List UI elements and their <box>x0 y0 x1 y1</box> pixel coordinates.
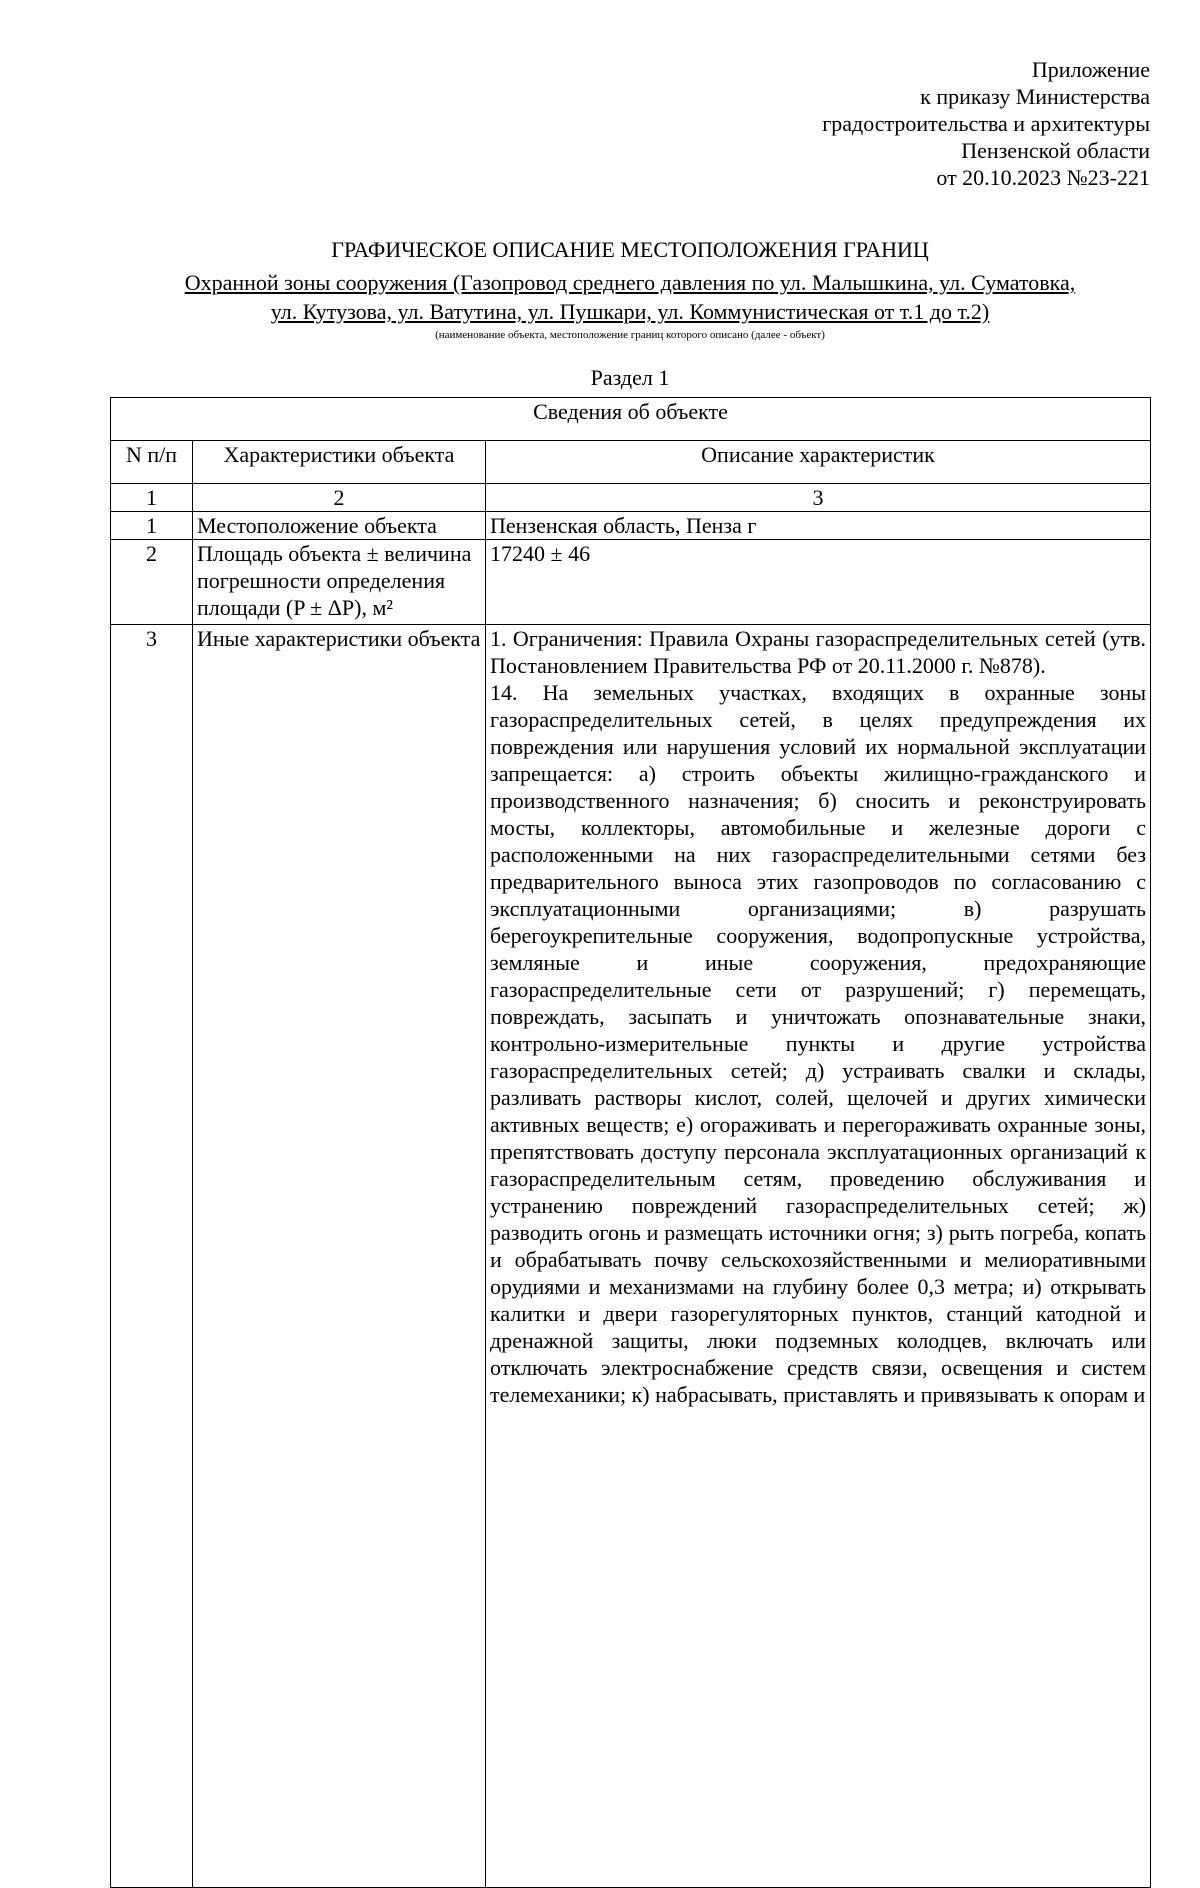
object-name-note: (наименование объекта, местоположение границ которого описано (далее - объект) <box>435 329 825 341</box>
description-paragraph: 1. Ограничения: Правила Охраны газораспределительных сетей (утв. Постановлением Правительства РФ от 20.11.2000 г. №878). <box>490 626 1147 678</box>
table-row <box>111 625 1151 1888</box>
header-cell: Характеристики объекта <box>193 441 486 484</box>
column-number: 3 <box>486 484 1151 512</box>
row-characteristic: Местоположение объекта <box>193 512 486 540</box>
section-label: Раздел 1 <box>590 365 670 390</box>
document-title: ГРАФИЧЕСКОЕ ОПИСАНИЕ МЕСТОПОЛОЖЕНИЯ ГРАНИЦ <box>331 237 929 262</box>
object-name-line: ул. Кутузова, ул. Ватутина, ул. Пушкари, ул. Коммунистическая от т.1 до т.2) <box>270 299 990 324</box>
appendix-header <box>822 56 1150 191</box>
appendix-line: Приложение <box>1031 57 1150 82</box>
object-info-table <box>110 397 1151 1888</box>
object-name <box>110 268 1150 326</box>
appendix-line: от 20.10.2023 №23-221 <box>936 165 1150 190</box>
row-number: 2 <box>111 540 193 625</box>
column-number-row <box>111 484 1151 512</box>
row-description: 17240 ± 46 <box>486 540 1151 625</box>
table-caption: Сведения об объекте <box>111 398 1151 441</box>
object-name-line: Охранной зоны сооружения (Газопровод среднего давления по ул. Малышкина, ул. Суматовка, <box>184 270 1076 295</box>
table-header-row <box>111 441 1151 484</box>
row-description <box>486 625 1151 1888</box>
row-characteristic: Иные характеристики объекта <box>193 625 486 1888</box>
header-cell: Описание характеристик <box>486 441 1151 484</box>
description-paragraph: 14. На земельных участках, входящих в охранные зоны газораспределительных сетей, в целях предупреждения их повреждения или нарушения условий их нормальной эксплуатации запрещается: а) строить объекты жилищно-гражданского и производственного назначения; б) сносить и реконструировать мосты, коллекторы, автомобильные и железные дороги с расположенными на них газораспределительными сетями без предварительного выноса этих газопроводов по согласованию с эксплуатационными организациями; в) разрушать берегоукрепительные сооружения, водопропускные устройства, земляные и иные сооружения, предохраняющие газораспределительные сети от разрушений; г) перемещать, повреждать, засыпать и уничтожать опознавательные знаки, контрольно-измерительные пункты и другие устройства газораспределительных сетей; д) устраивать свалки и склады, разливать растворы кислот, солей, щелочей и других химически активных веществ; е) огораживать и перегораживать охранные зоны, препятствовать доступу персонала эксплуатационных организаций к газораспределительным сетям, проведению обслуживания и устранению повреждений газораспределительных сетей; ж) разводить огонь и размещать источники огня; з) рыть погреба, копать и обрабатывать почву сельскохозяйственными и мелиоративными орудиями и механизмами на глубину более 0,3 метра; и) открывать калитки и двери газорегуляторных пунктов, станций катодной и дренажной защиты, люки подземных колодцев, включать или отключать электроснабжение средств связи, освещения и систем телемеханики; к) набрасывать, приставлять и привязывать к опорам и <box>490 680 1147 1407</box>
table-caption-row <box>111 398 1151 441</box>
title-block <box>110 236 1150 392</box>
row-number: 3 <box>111 625 193 1888</box>
appendix-line: Пензенской области <box>961 138 1150 163</box>
appendix-line: к приказу Министерства <box>920 84 1150 109</box>
table-row <box>111 512 1151 540</box>
appendix-line: градостроительства и архитектуры <box>822 111 1150 136</box>
column-number: 2 <box>193 484 486 512</box>
column-number: 1 <box>111 484 193 512</box>
table-row <box>111 540 1151 625</box>
row-number: 1 <box>111 512 193 540</box>
row-description: Пензенская область, Пенза г <box>486 512 1151 540</box>
row-characteristic: Площадь объекта ± величина погрешности определения площади (P ± ΔP), м² <box>193 540 486 625</box>
header-cell: N п/п <box>111 441 193 484</box>
